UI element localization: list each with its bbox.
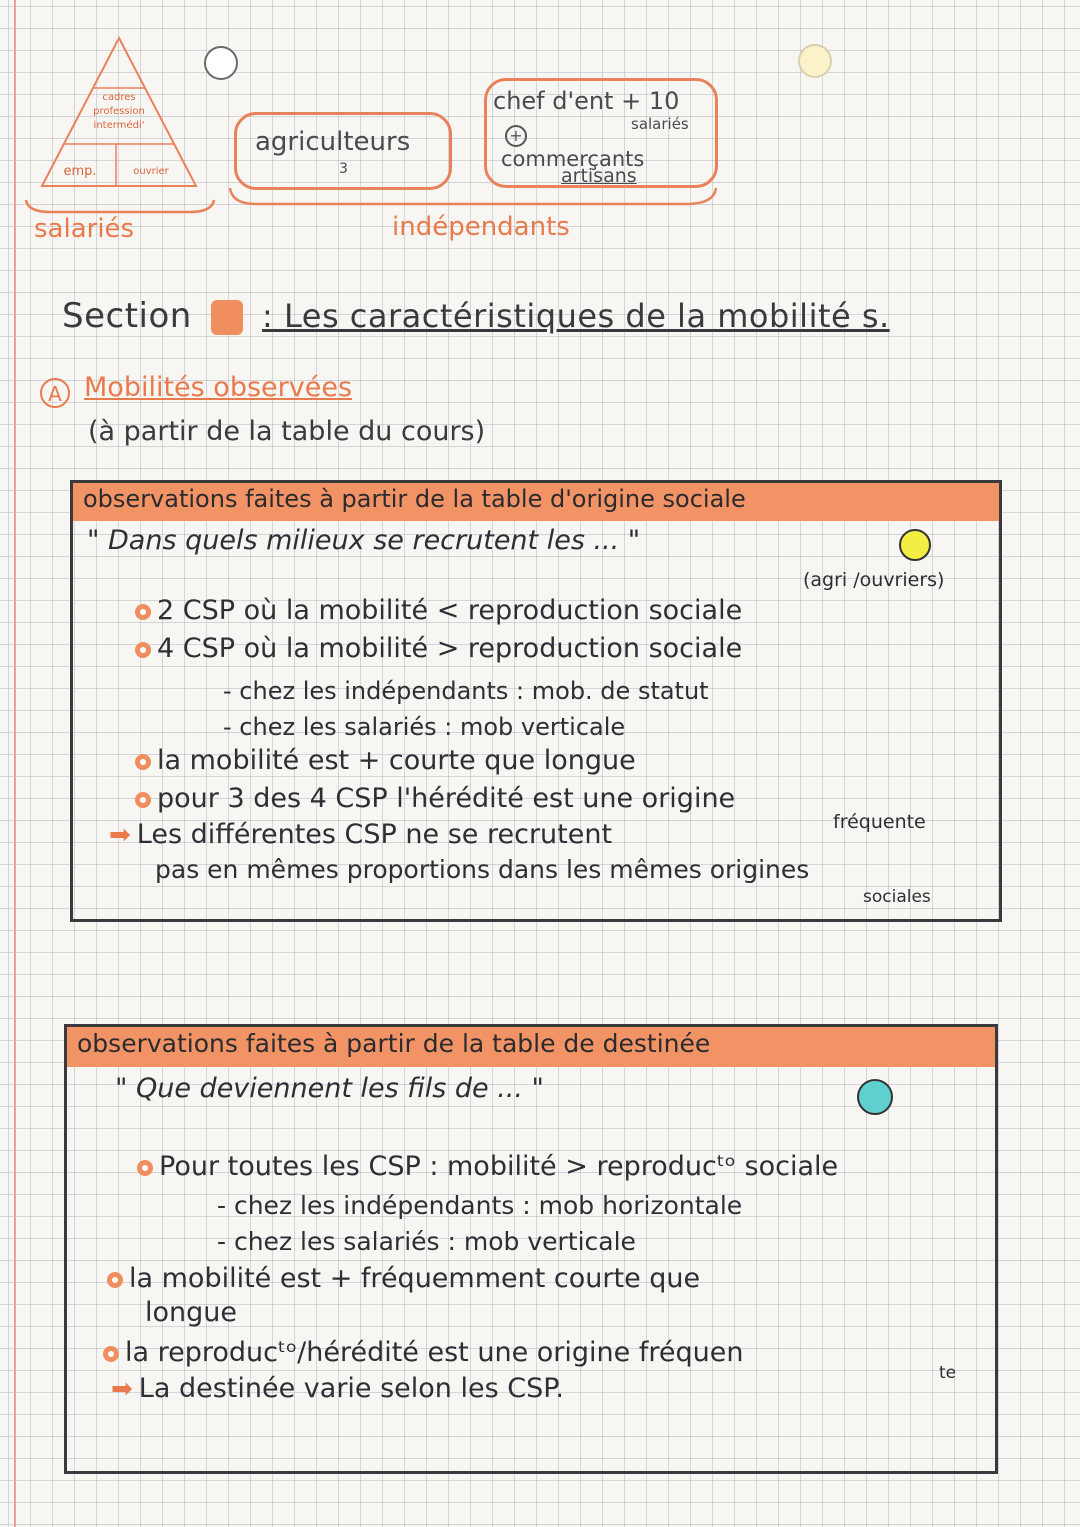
binder-hole-right [798, 44, 832, 78]
bullet-icon [103, 1346, 119, 1362]
pyramid-middle-label-1: profession [93, 106, 145, 117]
destiny-line-4: la mobilité est + fréquemment courte que [107, 1263, 700, 1294]
margin-line [14, 0, 16, 1527]
bullet-icon [135, 604, 151, 620]
bullet-icon [107, 1272, 123, 1288]
bullet-icon [135, 642, 151, 658]
agriculteurs-sub: 3 [339, 161, 348, 177]
section-word: Section [62, 296, 192, 336]
bullet-icon [137, 1160, 153, 1176]
destiny-line-2: - chez les indépendants : mob horizontale [217, 1191, 743, 1220]
chef-entreprise-label: chef d'ent + 10 [493, 87, 680, 115]
commercants-label: commerçants [501, 147, 645, 171]
bullet-icon [135, 754, 151, 770]
pyramid-top-label: cadres [102, 92, 136, 103]
pyramid-bottom-right-label: ouvrier [133, 166, 169, 177]
panel-origin-aside: (agri /ouvriers) [803, 569, 945, 591]
section-number: 2 [211, 300, 243, 335]
origin-line-3: - chez les indépendants : mob. de statut [223, 677, 709, 705]
panel-origin-heading: observations faites à partir de la table d'origine sociale [73, 483, 999, 521]
agriculteurs-label: agriculteurs [255, 127, 411, 157]
arrow-right-icon: ➡ [109, 820, 131, 850]
destiny-line-3: - chez les salariés : mob verticale [217, 1227, 636, 1256]
bracket-independants [226, 186, 720, 210]
section-subtitle: : Les caractéristiques de la mobilité s. [262, 297, 890, 335]
origin-line-5: la mobilité est + courte que longue [135, 745, 636, 776]
pyramid-bottom-left-label: emp. [63, 164, 97, 179]
origin-line-7: ➡ Les différentes CSP ne se recrutent [109, 819, 613, 850]
label-salaries: salariés [34, 214, 135, 244]
part-a-letter: A [40, 378, 70, 408]
label-independants: indépendants [392, 212, 570, 242]
panel-destiny-heading: observations faites à partir de la table de destinée [67, 1027, 995, 1067]
origin-line-4: - chez les salariés : mob verticale [223, 713, 626, 741]
origin-line-2: 4 CSP où la mobilité > reproduction sociale [135, 633, 742, 664]
box-agriculteurs [234, 112, 452, 190]
panel-destiny-question: " Que deviennent les fils de ... " [115, 1073, 544, 1104]
pyramid-middle-label-2: intermédi' [93, 120, 145, 131]
bullet-icon [135, 792, 151, 808]
binder-hole-left [204, 46, 238, 80]
part-a-note: (à partir de la table du cours) [88, 416, 486, 447]
origin-line-1: 2 CSP où la mobilité < reproduction sociale [135, 595, 742, 626]
destiny-line-1: Pour toutes les CSP : mobilité > reproducᵗᵒ sociale [137, 1151, 838, 1182]
artisans-label: artisans [561, 165, 637, 187]
box-chef-commercants [484, 78, 718, 188]
csp-pyramid [36, 34, 202, 194]
origin-line-6-small: fréquente [833, 811, 926, 833]
yellow-marker-dot [899, 529, 931, 561]
arrow-right-icon: ➡ [111, 1374, 133, 1404]
part-a-title: Mobilités observées [84, 372, 353, 403]
panel-destiny [64, 1024, 998, 1474]
destiny-line-5: longue [145, 1297, 237, 1328]
panel-origin-question: " Dans quels milieux se recrutent les ... " [87, 525, 641, 556]
destiny-line-7: ➡ La destinée varie selon les CSP. [111, 1373, 564, 1404]
plus-circle: + [505, 125, 527, 147]
destiny-line-6: la reproducᵗᵒ/hérédité est une origine fréquen [103, 1337, 743, 1368]
destiny-line-6-small: te [939, 1363, 957, 1383]
origin-line-8: pas en mêmes proportions dans les mêmes origines [155, 855, 810, 884]
section-title [62, 296, 890, 336]
origin-line-6: pour 3 des 4 CSP l'hérédité est une origine [135, 783, 735, 814]
chef-salaries-label: salariés [631, 115, 689, 133]
teal-marker-dot [857, 1079, 893, 1115]
origin-line-8-small: sociales [863, 887, 931, 907]
panel-origin [70, 480, 1002, 922]
